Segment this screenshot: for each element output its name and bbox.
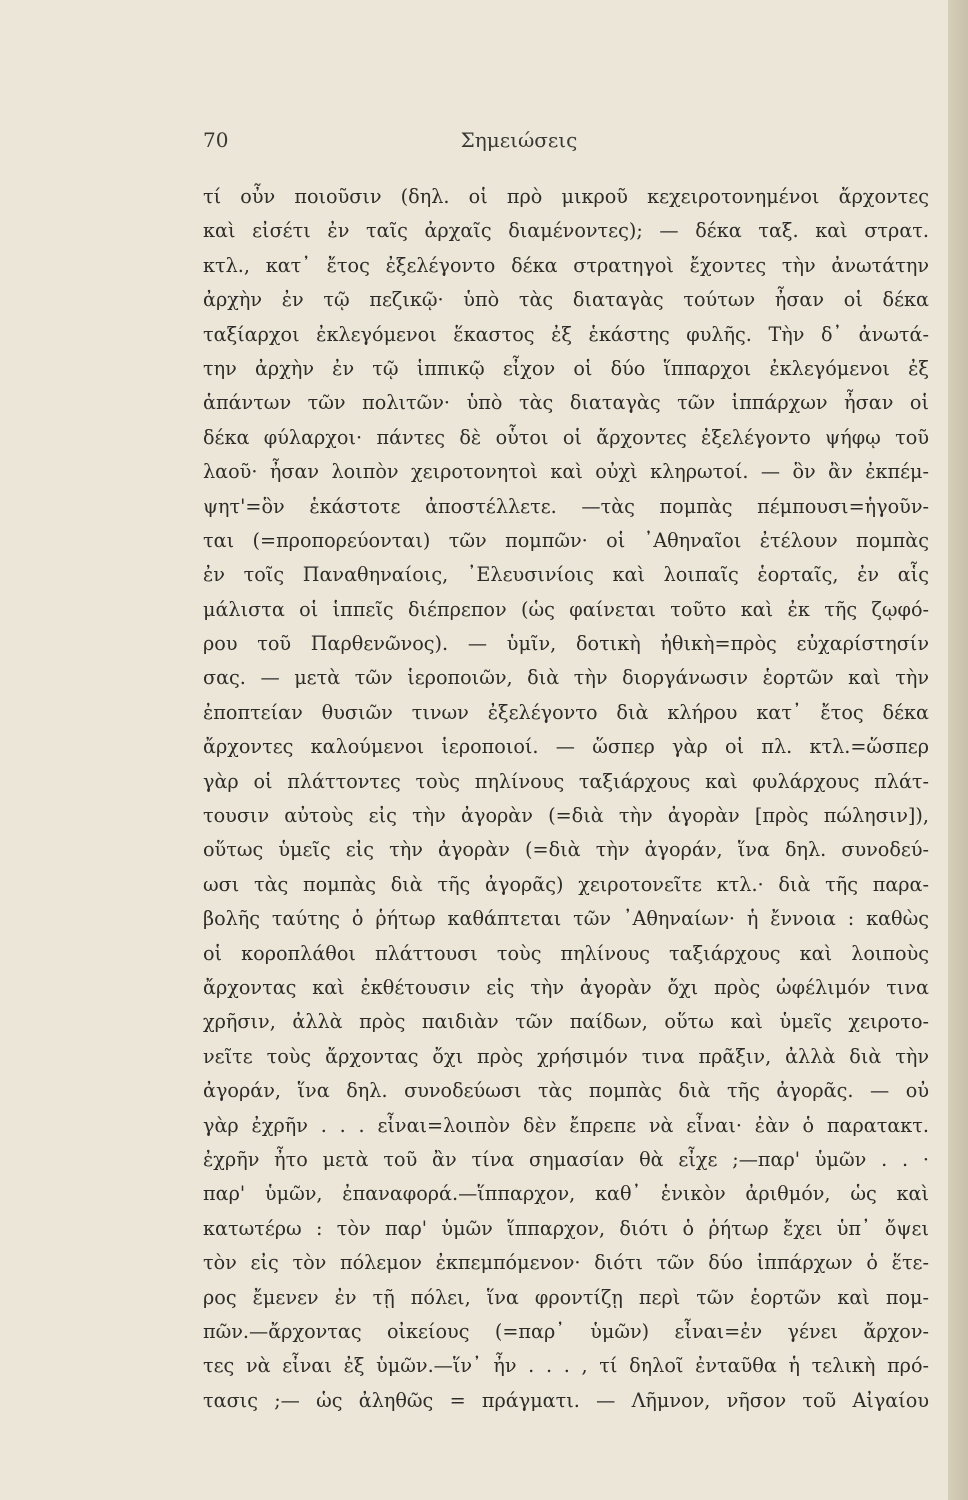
text-line: ἁπάντων τῶν πολιτῶν· ὑπὸ τὰς διαταγὰς τῶν ἱππάρχων ἦσαν οἱ <box>203 391 929 415</box>
text-line: ἐποπτείαν θυσιῶν τινων ἐξελέγοντο διὰ κλήρου κατ᾽ ἔτος δέκα <box>203 700 929 724</box>
text-line: πῶν.—ἄρχοντας οἰκείους (=παρ᾽ ὑμῶν) εἶναι=ἐν γένει ἄρχον- <box>203 1319 929 1343</box>
running-title: Σημειώσεις <box>460 128 578 152</box>
text-line: ἄρχοντες καλούμενοι ἱεροποιοί. — ὥσπερ γὰρ οἱ πλ. κτλ.=ὥσπερ <box>203 735 929 759</box>
text-line: ται (=προπορεύονται) τῶν πομπῶν· οἱ ᾿Αθηναῖοι ἐτέλουν πομπὰς <box>203 528 929 552</box>
text-line: ἀρχὴν ἐν τῷ πεζικῷ· ὑπὸ τὰς διαταγὰς τούτων ἦσαν οἱ δέκα <box>203 288 929 312</box>
text-line: μάλιστα οἱ ἱππεῖς διέπρεπον (ὡς φαίνεται τοῦτο καὶ ἐκ τῆς ζῳφό- <box>203 597 929 621</box>
text-line: ἀγοράν, ἵνα δηλ. συνοδεύωσι τὰς πομπὰς διὰ τῆς ἀγορᾶς. — οὐ <box>203 1079 929 1103</box>
text-line: ψητ'=ὃν ἑκάστοτε ἀποστέλλετε. —τὰς πομπὰς πέμπουσι=ἡγοῦν- <box>203 494 929 518</box>
text-line: κτλ., κατ᾽ ἔτος ἐξελέγοντο δέκα στρατηγοὶ ἔχοντες τὴν ἀνωτάτην <box>203 253 929 277</box>
text-line: ἄρχοντας καὶ ἐκθέτουσιν εἰς τὴν ἀγορὰν ὄχι πρὸς ὠφέλιμόν τινα <box>203 975 929 999</box>
page-edge <box>948 0 968 1500</box>
text-line: ταξίαρχοι ἐκλεγόμενοι ἕκαστος ἐξ ἑκάστης φυλῆς. Τὴν δ᾽ ἀνωτά- <box>203 322 929 346</box>
text-line: την ἀρχὴν ἐν τῷ ἱππικῷ εἶχον οἱ δύο ἵππαρχοι ἐκλεγόμενοι ἐξ <box>203 356 929 380</box>
text-line: λαοῦ· ἦσαν λοιπὸν χειροτονητοὶ καὶ οὐχὶ κληρωτοί. — ὃν ἂν ἐκπέμ- <box>203 460 929 484</box>
text-line: ρου τοῦ Παρθενῶνος). — ὑμῖν, δοτικὴ ἠθικὴ=πρὸς εὐχαρίστησίν <box>203 632 929 656</box>
text-line: τουσιν αὐτοὺς εἰς τὴν ἀγορὰν (=διὰ τὴν ἀγορὰν [πρὸς πώλησιν]), <box>203 804 929 828</box>
text-line: γὰρ ἐχρῆν . . . εἶναι=λοιπὸν δὲν ἔπρεπε νὰ εἶναι· ἐὰν ὁ παρατακτ. <box>203 1113 929 1137</box>
text-line: τασις ;— ὡς ἀληθῶς = πράγματι. — Λῆμνον, νῆσον τοῦ Αἰγαίου <box>203 1388 929 1412</box>
text-line: βολῆς ταύτης ὁ ῥήτωρ καθάπτεται τῶν ᾿Αθηναίων· ἡ ἔννοια : καθὼς <box>203 907 929 931</box>
text-line: ἐν τοῖς Παναθηναίοις, ᾿Ελευσινίοις καὶ λοιπαῖς ἑορταῖς, ἐν αἷς <box>203 563 929 587</box>
text-line: οὕτως ὑμεῖς εἰς τὴν ἀγορὰν (=διὰ τὴν ἀγοράν, ἵνα δηλ. συνοδεύ- <box>203 838 929 862</box>
text-line: ἐχρῆν ἦτο μετὰ τοῦ ἂν τίνα σημασίαν θὰ εἶχε ;—παρ' ὑμῶν . . · <box>203 1147 929 1171</box>
text-line: καὶ εἰσέτι ἐν ταῖς ἀρχαῖς διαμένοντες); — δέκα ταξ. καὶ στρατ. <box>203 219 929 243</box>
body-text <box>203 180 929 1418</box>
text-line: δέκα φύλαρχοι· πάντες δὲ οὗτοι οἱ ἄρχοντες ἐξελέγοντο ψήφῳ τοῦ <box>203 425 929 449</box>
text-line: ρος ἔμενεν ἐν τῇ πόλει, ἵνα φροντίζῃ περὶ τῶν ἑορτῶν καὶ πομ- <box>203 1285 929 1309</box>
text-line: χρῆσιν, ἀλλὰ πρὸς παιδιὰν τῶν παίδων, οὕτω καὶ ὑμεῖς χειροτο- <box>203 1010 929 1034</box>
text-line: νεῖτε τοὺς ἄρχοντας ὄχι πρὸς χρήσιμόν τινα πρᾶξιν, ἀλλὰ διὰ τὴν <box>203 1044 929 1068</box>
text-line: οἱ κοροπλάθοι πλάττουσι τοὺς πηλίνους ταξιάρχους καὶ λοιποὺς <box>203 941 929 965</box>
text-line: κατωτέρω : τὸν παρ' ὑμῶν ἵππαρχον, διότι ὁ ῥήτωρ ἔχει ὑπ᾽ ὄψει <box>203 1216 929 1240</box>
text-line: τί οὖν ποιοῦσιν (δηλ. οἱ πρὸ μικροῦ κεχειροτονημένοι ἄρχοντες <box>203 185 929 208</box>
page-number: 70 <box>203 128 229 152</box>
text-line: παρ' ὑμῶν, ἐπαναφορά.—ἵππαρχον, καθ᾽ ἑνικὸν ἀριθμόν, ὡς καὶ <box>203 1182 929 1206</box>
text-line: σας. — μετὰ τῶν ἱεροποιῶν, διὰ τὴν διοργάνωσιν ἑορτῶν καὶ τὴν <box>203 666 929 690</box>
running-head <box>203 128 929 158</box>
text-line: τες νὰ εἶναι ἐξ ὑμῶν.—ἵν᾽ ἦν . . . , τί δηλοῖ ἐνταῦθα ἡ τελικὴ πρό- <box>203 1354 929 1378</box>
text-line: ωσι τὰς πομπὰς διὰ τῆς ἀγορᾶς) χειροτονεῖτε κτλ.· διὰ τῆς παρα- <box>203 872 929 896</box>
text-line: τὸν εἰς τὸν πόλεμον ἐκπεμπόμενον· διότι τῶν δύο ἱππάρχων ὁ ἕτε- <box>203 1251 929 1275</box>
text-line: γὰρ οἱ πλάττοντες τοὺς πηλίνους ταξιάρχους καὶ φυλάρχους πλάτ- <box>203 769 929 793</box>
